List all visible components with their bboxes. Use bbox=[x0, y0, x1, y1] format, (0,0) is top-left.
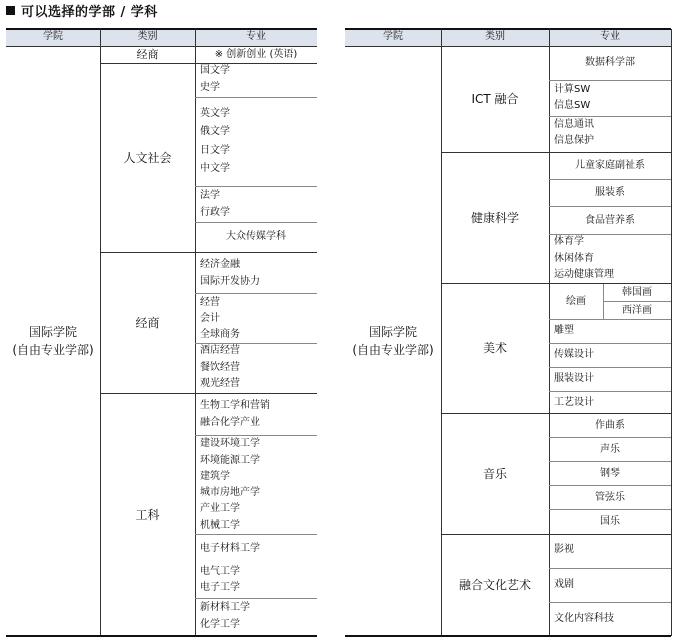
major-item: 酒店经营 bbox=[200, 345, 240, 356]
major-item: 信息通讯 bbox=[554, 119, 594, 130]
left-category-business-2: 经商 bbox=[135, 315, 160, 330]
major-item: 电气工学 bbox=[200, 566, 240, 577]
major-item: 观光经营 bbox=[200, 378, 240, 389]
major-item: 国文学 bbox=[200, 65, 230, 76]
major-item: 儿童家庭副祉系 bbox=[575, 160, 645, 171]
major-item: 信息保护 bbox=[554, 135, 594, 146]
major-item: 运动健康管理 bbox=[554, 269, 614, 280]
left-major-innovation: ※ 创新创业 (英语) bbox=[214, 48, 298, 60]
major-item: 融合化学产业 bbox=[200, 417, 260, 428]
right-header-category: 类别 bbox=[441, 29, 549, 46]
college-name: 国际学院 bbox=[368, 325, 417, 339]
left-category-business-1: 经商 bbox=[136, 47, 159, 61]
major-item: 服装设计 bbox=[554, 373, 594, 384]
major-item: 钢琴 bbox=[600, 467, 620, 479]
major-item: 会计 bbox=[200, 313, 220, 324]
left-category-engineering: 工科 bbox=[135, 507, 160, 522]
major-item: 影视 bbox=[554, 544, 574, 555]
college-name: 国际学院 bbox=[28, 325, 77, 339]
college-subname: (自由专业学部) bbox=[352, 343, 434, 357]
major-item: 韩国画 bbox=[622, 286, 652, 298]
major-item: 传媒设计 bbox=[554, 349, 594, 360]
major-item: 电子工学 bbox=[200, 582, 240, 593]
college-subname: (自由专业学部) bbox=[12, 343, 94, 357]
major-item: 机械工学 bbox=[200, 520, 240, 531]
left-header-college: 学院 bbox=[6, 29, 100, 46]
major-item: 文化内容科技 bbox=[554, 613, 614, 624]
major-item: 雕塑 bbox=[554, 325, 574, 336]
major-item: 法学 bbox=[200, 190, 220, 201]
major-item: 国际开发协力 bbox=[200, 276, 260, 287]
major-item: 工艺设计 bbox=[554, 397, 594, 408]
major-item: 建筑学 bbox=[200, 471, 230, 482]
page-title bbox=[6, 1, 158, 20]
major-item: 日文学 bbox=[200, 145, 230, 156]
major-item: 国乐 bbox=[600, 515, 620, 527]
major-item: 体育学 bbox=[554, 236, 584, 247]
major-item: 经营 bbox=[200, 297, 220, 308]
major-item: 英文学 bbox=[200, 108, 230, 119]
major-item: 中文学 bbox=[200, 163, 230, 174]
major-item: 电子材料工学 bbox=[200, 543, 260, 554]
major-item: 经济金融 bbox=[200, 259, 240, 270]
major-item: 城市房地产学 bbox=[200, 487, 260, 498]
major-item: 数据科学部 bbox=[585, 57, 635, 68]
right-category-ict: ICT 融合 bbox=[471, 92, 519, 106]
major-item: 新材料工学 bbox=[200, 602, 250, 613]
major-item: 化学工学 bbox=[200, 619, 240, 630]
title-text: 可以选择的学部 / 学科 bbox=[21, 5, 158, 20]
right-header-college: 学院 bbox=[345, 29, 441, 46]
major-item: 行政学 bbox=[200, 207, 230, 218]
major-item: 管弦乐 bbox=[595, 491, 625, 503]
major-item: 信息SW bbox=[554, 100, 591, 111]
right-college-cell bbox=[345, 46, 441, 636]
major-item: 建设环境工学 bbox=[200, 438, 260, 449]
major-item: 环境能源工学 bbox=[200, 455, 260, 466]
major-item: 声乐 bbox=[600, 443, 620, 455]
major-item: 食品营养系 bbox=[585, 214, 635, 226]
major-item: 餐饮经营 bbox=[200, 362, 240, 373]
right-category-music: 音乐 bbox=[482, 466, 507, 481]
major-item: 史学 bbox=[200, 82, 220, 93]
right-category-culture-art: 融合文化艺术 bbox=[458, 578, 531, 592]
major-item: 西洋画 bbox=[622, 304, 652, 316]
major-item: 休闲体育 bbox=[554, 253, 594, 264]
major-item: 作曲系 bbox=[595, 419, 625, 431]
major-item: 戏剧 bbox=[554, 579, 574, 590]
art-sub-painting: 绘画 bbox=[566, 295, 586, 307]
major-item: 产业工学 bbox=[200, 503, 240, 514]
left-header-major: 专业 bbox=[195, 29, 317, 46]
left-header-category: 类别 bbox=[100, 29, 195, 46]
right-category-art: 美术 bbox=[482, 341, 507, 355]
major-item: 生物工学和营销 bbox=[200, 400, 270, 411]
right-category-health: 健康科学 bbox=[470, 210, 519, 225]
major-item: 俄文学 bbox=[200, 126, 230, 137]
major-item: 大众传媒学科 bbox=[226, 231, 286, 242]
major-item: 全球商务 bbox=[200, 329, 240, 340]
left-category-humanities: 人文社会 bbox=[123, 150, 172, 165]
major-item: 服装系 bbox=[595, 187, 625, 198]
major-item: 计算SW bbox=[554, 84, 591, 95]
right-header-major: 专业 bbox=[549, 29, 671, 46]
left-college-cell bbox=[6, 46, 100, 636]
square-bullet-icon bbox=[6, 6, 15, 15]
